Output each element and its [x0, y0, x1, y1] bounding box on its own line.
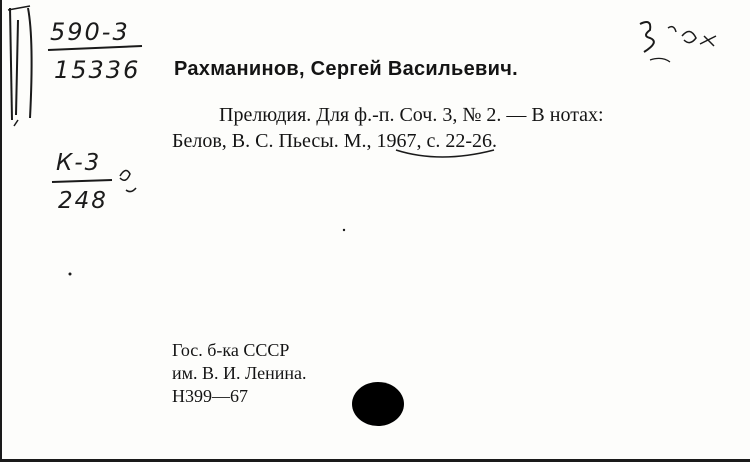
call-number-2-bottom: 248 [58, 188, 108, 214]
call-number-1-top: 590-3 [50, 18, 130, 46]
author-heading: Рахманинов, Сергей Васильевич. [174, 58, 519, 80]
call-number-2-top: К-3 [56, 150, 102, 176]
call-number-1-bottom: 15336 [54, 56, 141, 84]
library-line-3: Н399—67 [172, 386, 248, 406]
library-line-2: им. В. И. Ленина. [172, 363, 307, 383]
library-line-1: Гос. б-ка СССР [172, 340, 290, 360]
description-line-2: Белов, В. С. Пьесы. М., 1967, с. 22-26. [172, 130, 498, 152]
description-line-1: Прелюдия. Для ф.-п. Соч. 3, № 2. — В нотах: [219, 104, 604, 126]
